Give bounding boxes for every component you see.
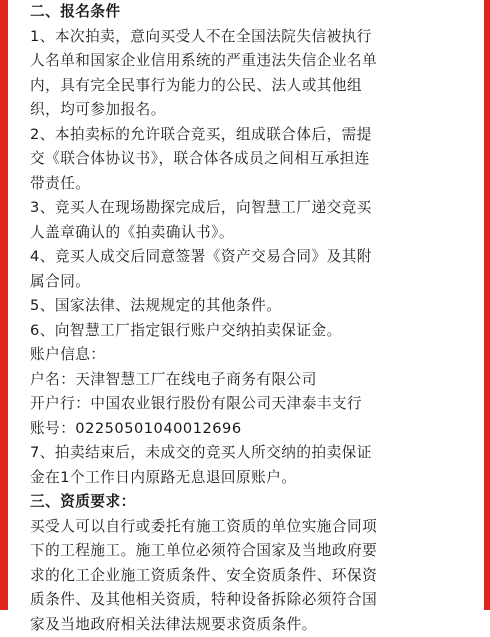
registration-conditions — [30, 25, 464, 491]
paragraph-line: 2、本拍卖标的允许联合竞买，组成联合体后，需提 — [30, 123, 464, 148]
paragraph-line: 6、向智慧工厂指定银行账户交纳拍卖保证金。 — [30, 319, 464, 344]
paragraph-line: 人名单和国家企业信用系统的严重违法失信企业名单 — [30, 49, 464, 74]
account-number: 账号：02250501040012696 — [30, 417, 464, 442]
paragraph-line: 质条件、及其他相关资质，特种设备拆除必须符合国 — [30, 588, 464, 613]
paragraph-line: 织，均可参加报名。 — [30, 98, 464, 123]
paragraph-line: 7、拍卖结束后，未成交的竞买人所交纳的拍卖保证 — [30, 441, 464, 466]
qualification-requirements — [30, 515, 464, 637]
paragraph-line: 5、国家法律、法规规定的其他条件。 — [30, 294, 464, 319]
paragraph-line: 下的工程施工。施工单位必须符合国家及当地政府要 — [30, 539, 464, 564]
paragraph-line: 属合同。 — [30, 270, 464, 295]
account-name: 户名：天津智慧工厂在线电子商务有限公司 — [30, 368, 464, 393]
left-red-border — [0, 0, 8, 610]
paragraph-line: 4、竞买人成交后同意签署《资产交易合同》及其附 — [30, 245, 464, 270]
account-bank: 开户行：中国农业银行股份有限公司天津泰丰支行 — [30, 392, 464, 417]
document-body — [30, 0, 464, 637]
right-red-border — [484, 0, 490, 610]
section-heading-registration: 二、报名条件 — [30, 0, 464, 25]
paragraph-line: 买受人可以自行或委托有施工资质的单位实施合同项 — [30, 515, 464, 540]
paragraph-line: 家及当地政府相关法律法规要求资质条件。 — [30, 613, 464, 637]
account-info-label: 账户信息： — [30, 343, 464, 368]
paragraph-line: 交《联合体协议书》，联合体各成员之间相互承担连 — [30, 147, 464, 172]
section-heading-qualification: 三、资质要求： — [30, 490, 464, 515]
paragraph-line: 带责任。 — [30, 172, 464, 197]
paragraph-line: 3、竞买人在现场勘探完成后，向智慧工厂递交竞买 — [30, 196, 464, 221]
paragraph-line: 金在1个工作日内原路无息退回原账户。 — [30, 466, 464, 491]
paragraph-line: 人盖章确认的《拍卖确认书》。 — [30, 221, 464, 246]
paragraph-line: 1、本次拍卖，意向买受人不在全国法院失信被执行 — [30, 25, 464, 50]
paragraph-line: 内，具有完全民事行为能力的公民、法人或其他组 — [30, 74, 464, 99]
paragraph-line: 求的化工企业施工资质条件、安全资质条件、环保资 — [30, 564, 464, 589]
